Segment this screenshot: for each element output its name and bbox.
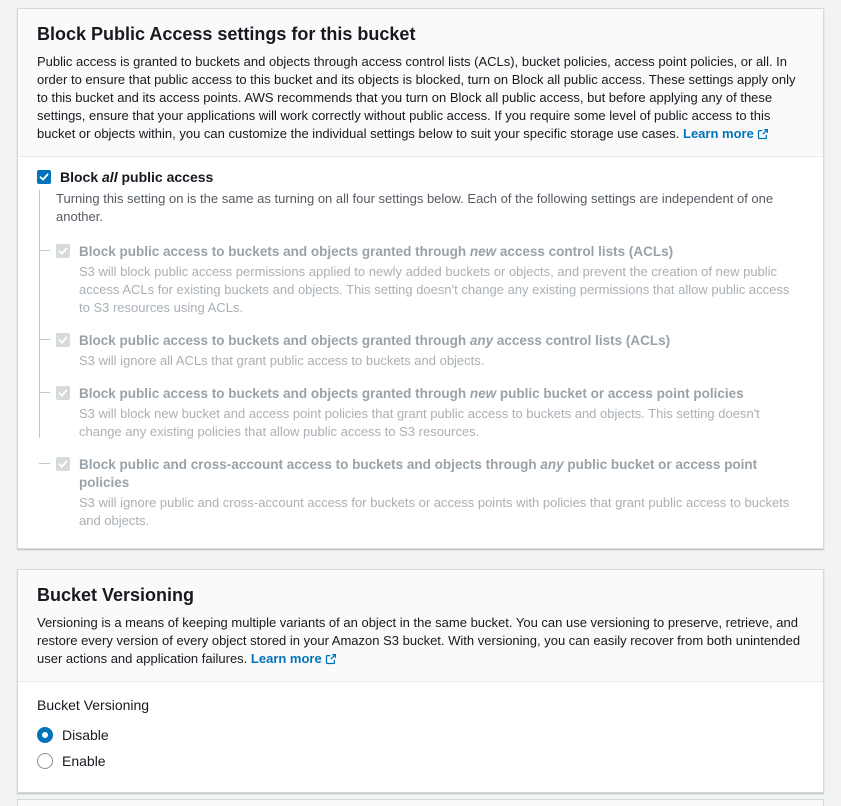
tree-branch-icon bbox=[39, 463, 50, 464]
bucket-versioning-field-label: Bucket Versioning bbox=[37, 697, 150, 713]
sub-settings-list bbox=[56, 243, 803, 530]
block-public-access-card bbox=[17, 8, 824, 549]
bucket-versioning-body bbox=[18, 682, 823, 792]
block-public-access-header bbox=[18, 9, 823, 157]
bucket-versioning-header bbox=[18, 570, 823, 682]
bucket-versioning-title: Bucket Versioning bbox=[37, 585, 195, 605]
versioning-disable-option[interactable] bbox=[37, 722, 803, 748]
block-new-acls-checkbox bbox=[56, 244, 70, 258]
setting-description: S3 will block public access permissions applied to newly added buckets or objects, and prevent the creation of new public access ACLs for existing buckets and objects. This setting doesn't change any existing permissions that allow public access to S3 resources using ACLs. bbox=[79, 264, 790, 315]
setting-row-block-cross-account bbox=[56, 456, 803, 530]
setting-title: Block public access to buckets and objects granted through new access control lists (ACLs) bbox=[79, 244, 674, 259]
setting-title: Block public and cross-account access to buckets and objects through any public bucket or access point policies bbox=[79, 457, 758, 490]
versioning-enable-option[interactable] bbox=[37, 748, 803, 774]
setting-row-block-any-acls bbox=[56, 332, 803, 370]
bucket-versioning-card bbox=[17, 569, 824, 793]
next-section-card-edge bbox=[17, 799, 824, 806]
setting-row-block-new-policies bbox=[56, 385, 803, 441]
block-all-public-access-row bbox=[37, 169, 803, 186]
versioning-enable-label: Enable bbox=[62, 753, 106, 769]
setting-title: Block public access to buckets and objects granted through any access control lists (ACLs) bbox=[79, 333, 671, 348]
block-new-policies-checkbox bbox=[56, 386, 70, 400]
setting-title: Block public access to buckets and objects granted through new public bucket or access point policies bbox=[79, 386, 744, 401]
block-cross-account-checkbox bbox=[56, 457, 70, 471]
tree-branch-icon bbox=[39, 250, 50, 251]
block-all-description: Turning this setting on is the same as turning on all four settings below. Each of the following settings are independent of one another. bbox=[56, 191, 774, 224]
versioning-disable-label: Disable bbox=[62, 727, 109, 743]
block-public-access-title: Block Public Access settings for this bucket bbox=[37, 24, 416, 44]
learn-more-link[interactable]: Learn more bbox=[683, 126, 769, 141]
external-link-icon bbox=[757, 128, 769, 140]
block-all-settings-group bbox=[37, 190, 803, 530]
setting-description: S3 will ignore public and cross-account access for buckets or access points with policies that grant public access to buckets and objects. bbox=[79, 495, 790, 528]
bucket-versioning-description: Versioning is a means of keeping multiple variants of an object in the same bucket. You can use versioning to preserve, retrieve, and restore every version of every object stored in your Amazon S3 bucket. With versioning, you can easily recover from both unintended user actions and application failures. Learn more bbox=[37, 615, 801, 666]
setting-description: S3 will block new bucket and access point policies that grant public access to buckets and objects. This setting doesn't change any existing policies that allow public access to S3 resources. bbox=[79, 406, 760, 439]
radio-unselected-icon[interactable] bbox=[37, 753, 53, 769]
learn-more-link[interactable]: Learn more bbox=[251, 651, 337, 666]
block-public-access-body bbox=[18, 157, 823, 548]
block-public-access-description: Public access is granted to buckets and objects through access control lists (ACLs), bucket policies, access point policies, or all. In order to ensure that public access to this bucket and its objects is blocked, turn on Block all public access. These settings apply only to this bucket and its access points. AWS recommends that you turn on Block all public access, but before applying any of these settings, ensure that your applications will work correctly without public access. If you require some level of public access to this bucket or objects within, you can customize the individual settings below to suit your specific storage use cases. Learn more bbox=[37, 54, 796, 141]
tree-connector-line bbox=[39, 190, 40, 438]
external-link-icon bbox=[325, 653, 337, 665]
radio-selected-icon[interactable] bbox=[37, 727, 53, 743]
block-all-public-access-checkbox[interactable] bbox=[37, 170, 51, 184]
block-any-acls-checkbox bbox=[56, 333, 70, 347]
setting-row-block-new-acls bbox=[56, 243, 803, 317]
setting-description: S3 will ignore all ACLs that grant public access to buckets and objects. bbox=[79, 353, 485, 368]
block-all-public-access-label: Block all public access bbox=[60, 169, 214, 185]
tree-branch-icon bbox=[39, 339, 50, 340]
tree-branch-icon bbox=[39, 392, 50, 393]
